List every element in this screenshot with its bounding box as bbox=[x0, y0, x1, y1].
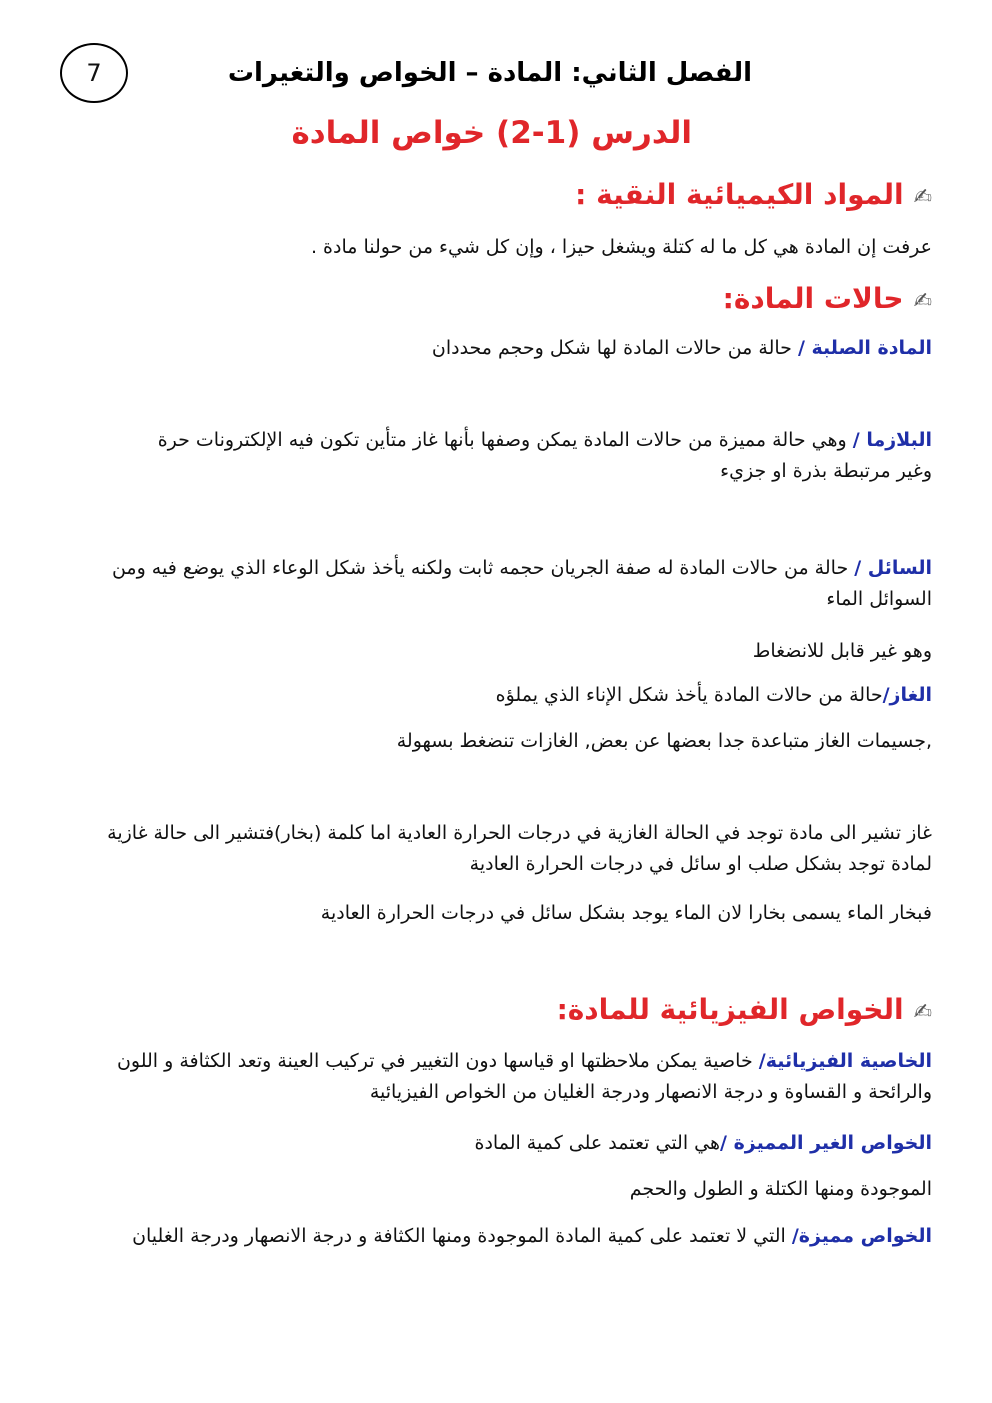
vapor-example: فبخار الماء يسمى بخارا لان الماء يوجد بشكل سائل في درجات الحرارة العادية bbox=[320, 902, 932, 924]
text-solid: حالة من حالات المادة لها شكل وحجم محددان bbox=[431, 337, 798, 359]
term-intensive: الخواص مميزة/ bbox=[791, 1225, 932, 1247]
text-physical-property: خاصية يمكن ملاحظتها او قياسها دون التغيير في تركيب العينة وتعد الكثافة و اللون والرائحة و القساوة و درجة الانصهار ودرجة الغليان من الخواص الفيزيائية bbox=[116, 1050, 932, 1103]
paragraph-intensive bbox=[100, 1221, 932, 1252]
heading-text: حالات المادة: bbox=[722, 282, 904, 315]
section-heading-states bbox=[723, 282, 932, 315]
paragraph-liquid bbox=[90, 553, 932, 615]
term-gas: الغاز/ bbox=[882, 684, 932, 706]
pen-icon: ✍ bbox=[913, 185, 932, 210]
text-intensive: التي لا تعتمد على كمية المادة الموجودة ومنها الكثافة و درجة الانصهار ودرجة الغليان bbox=[132, 1225, 792, 1247]
definition-matter: عرفت إن المادة هي كل ما له كتلة ويشغل حيزا ، وإن كل شيء من حولنا مادة . bbox=[310, 236, 932, 258]
page-number-circle bbox=[60, 43, 128, 103]
text-gas: حالة من حالات المادة يأخذ شكل الإناء الذي يملؤه bbox=[495, 684, 883, 706]
paragraph-plasma bbox=[140, 425, 932, 487]
chapter-title: الفصل الثاني: المادة – الخواص والتغيرات bbox=[227, 58, 752, 88]
text-plasma: وهي حالة مميزة من حالات المادة يمكن وصفها بأنها غاز متأين تكون فيه الإلكترونات حرة وغير مرتبطة بذرة او جزيء bbox=[157, 429, 932, 482]
paragraph-physical-property bbox=[70, 1046, 932, 1108]
liquid-note: وهو غير قابل للانضغاط bbox=[752, 640, 932, 662]
page-number: 7 bbox=[86, 59, 102, 87]
pen-icon: ✍ bbox=[913, 289, 932, 314]
text-extensive: هي التي تعتمد على كمية المادة bbox=[474, 1132, 721, 1154]
paragraph-extensive bbox=[76, 1128, 932, 1159]
term-solid: المادة الصلبة / bbox=[797, 337, 932, 359]
term-plasma: البلازما / bbox=[852, 429, 932, 451]
term-extensive: الخواص الغير المميزة / bbox=[720, 1132, 932, 1154]
term-physical-property: الخاصية الفيزيائية/ bbox=[758, 1050, 932, 1072]
extensive-note: الموجودة ومنها الكتلة و الطول والحجم bbox=[629, 1178, 932, 1200]
term-liquid: السائل / bbox=[854, 557, 932, 579]
text-liquid: حالة من حالات المادة له صفة الجريان حجمه ثابت ولكنه يأخذ شكل الوعاء الذي يوضع فيه ومن السوائل الماء bbox=[111, 557, 932, 610]
heading-text: الخواص الفيزيائية للمادة: bbox=[556, 993, 904, 1026]
heading-text: المواد الكيميائية النقية : bbox=[575, 178, 904, 211]
section-heading-physical bbox=[557, 993, 932, 1026]
gas-note: ,جسيمات الغاز متباعدة جدا بعضها عن بعض, الغازات تنضغط بسهولة bbox=[396, 730, 932, 752]
lesson-title: الدرس (1-2) خواص المادة bbox=[291, 115, 692, 151]
pen-icon: ✍ bbox=[913, 1000, 932, 1025]
paragraph-solid bbox=[76, 333, 932, 364]
paragraph-gas bbox=[76, 680, 932, 711]
paragraph-vapor: غاز تشير الى مادة توجد في الحالة الغازية في درجات الحرارة العادية اما كلمة (بخار)فتشير الى حالة غازية لمادة توجد بشكل صلب او سائل في درجات الحرارة العادية bbox=[107, 822, 932, 875]
section-heading-pure-substances bbox=[575, 178, 932, 211]
